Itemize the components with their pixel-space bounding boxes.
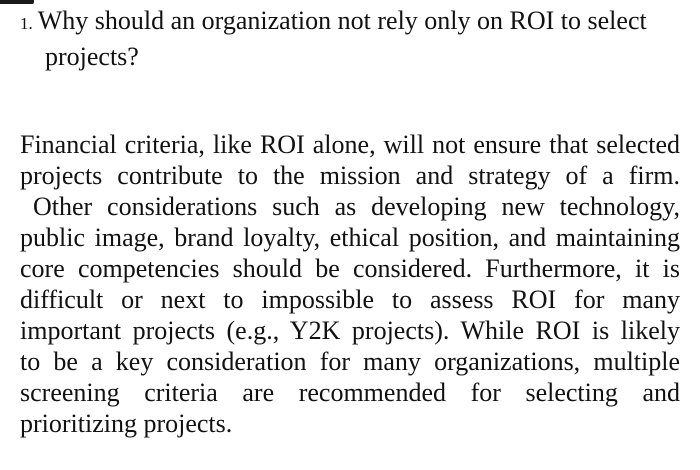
question-text-line-1: Why should an organization not rely only on ROI to select — [37, 6, 647, 35]
question-text-line-2: projects? — [45, 42, 139, 71]
question-number: 1. — [20, 14, 33, 33]
answer-line-7: important projects (e.g., Y2K projects). While ROI is likely — [20, 316, 680, 345]
question — [20, 4, 680, 73]
answer-line-1: Financial criteria, like ROI alone, will not ensure that selected — [20, 130, 680, 159]
answer-line-8: to be a key consideration for many organizations, multiple — [20, 347, 680, 376]
answer-line-9: screening criteria are recommended for selecting and — [20, 378, 680, 407]
answer-line-6: difficult or next to impossible to assess ROI for many — [20, 285, 680, 314]
answer-line-5: core competencies should be considered. Furthermore, it is — [20, 254, 680, 283]
answer-line-10: prioritizing projects. — [20, 409, 233, 438]
answer-line-3: Other considerations such as developing new technology, — [33, 192, 680, 221]
answer-paragraph — [20, 129, 680, 439]
answer-line-2: projects contribute to the mission and strategy of a firm. — [20, 161, 680, 190]
answer-line-4: public image, brand loyalty, ethical position, and maintaining — [20, 223, 680, 252]
